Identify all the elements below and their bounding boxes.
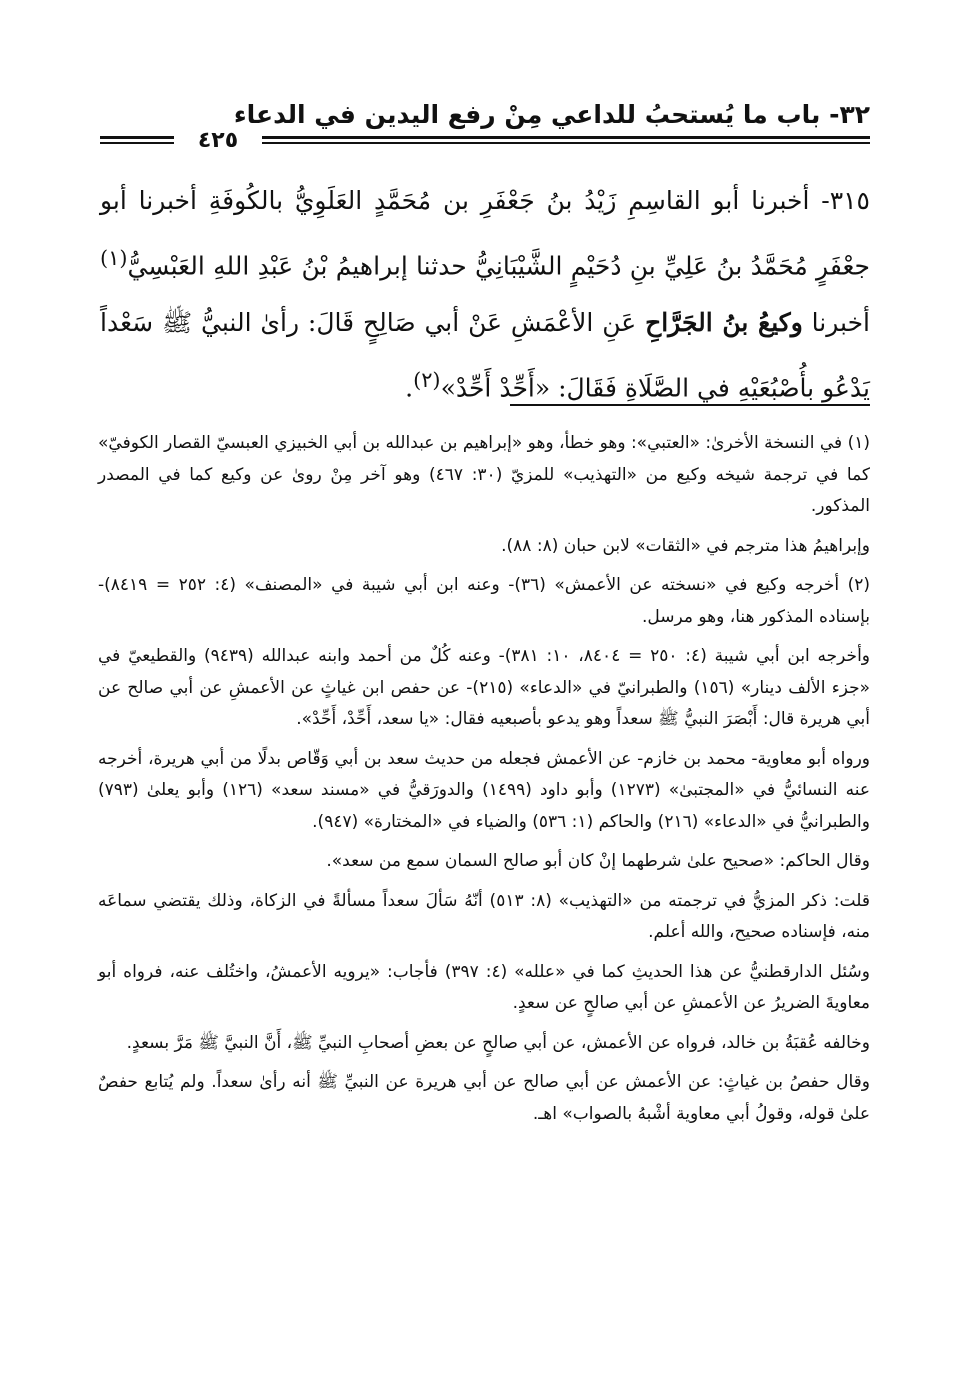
- footnote-paragraph: (٢) أخرجه وكيع في «نسخته عن الأعمش» (٣٦)- وعنه ابن أبي شيبة في «المصنف» (٤: ٢٥٢ = ٨٤١٩)- بإسناده المذكور هنا، وهو مرسل.: [98, 575, 871, 627]
- header-rule: [100, 142, 174, 144]
- footnote-paragraph: ورواه أبو معاوية- محمد بن خازم- عن الأعمش فجعله من حديث سعد بن أبي وَقّاص بدلًا من أبي هريرة، أخرجه عنه النسائيُّ في «المجتبىٰ» (١٢٧٣) وأبو داود (١٤٩٩) والدورَقيُّ في «مسند سعد» (١٢٦) وأبو يعلىٰ (٧٩٣) والطبرانيُّ في «الدعاء» (٢١٦) والحاكم (١: ٥٣٦) والضياء في «المختارة» (٩٤٧).: [98, 748, 871, 832]
- footnote-paragraph: وقال حفصُ بن غياثٍ: عن الأعمش عن أبي صالح عن أبي هريرة عن النبيِّ ﷺ أنه رأىٰ سعداً. ولم يُتابع حفصٌ علىٰ قوله، وقولُ أبي معاوية أشْبهُ بالصواب» اهـ.: [98, 1072, 870, 1124]
- header-rule: [100, 136, 174, 139]
- footnote-separator: [510, 404, 870, 406]
- footnotes: [98, 428, 870, 1138]
- running-header: [100, 92, 870, 162]
- footnote-ref: (٢): [413, 367, 441, 392]
- footnote-paragraph: وخالفه عُقبَةُ بن خالد، فرواه عن الأعمش، عن أبي صالحٍ عن بعضِ أصحابِ النبيِّ ﷺ، أَنَّ النبيَّ ﷺ مَرَّ بسعدٍ.: [126, 1032, 870, 1053]
- footnote-paragraph: قلت: ذكر المزيُّ في ترجمته من «التهذيب» (٨: ٥١٣) أنّهُ سَألَ سعداً مسألةً في الزكاة، وذلك يقتضي سماعَه منه، فإسناده صحيح، والله أعلم.: [98, 890, 870, 942]
- hadith-text-part: أخبرنا: [802, 308, 870, 338]
- footnote-paragraph: وسُئل الدارقطنيُّ عن هذا الحديثِ كما في «علله» (٤: ٣٩٧) فأجاب: «يرويه الأعمشُ، واختُلف عنه، فرواه أبو معاويةَ الضريرُ عن الأعمشِ عن أبي صالحٍ عن سعدٍ.: [98, 961, 870, 1013]
- footnote-ref: (١): [100, 245, 128, 270]
- chapter-title: ٣٢- باب ما يُستحبُ للداعي مِنْ رفع اليدين في الدعاء: [233, 100, 870, 129]
- hadith-text-part: ٣١٥- أخبرنا أبو القاسِمِ زَيْدُ بنُ جَعْفَرِ بن مُحَمَّدٍ العَلَوِيُّ بالكُوفَةِ أخبرنا أبو جعْفَرٍ مُحَمَّدُ بنُ عَلِيِّ بنِ دُحَيْمٍ الشَّيْبَانِيُّ حدثنا إبراهيمُ بْنُ عَبْدِ اللهِ العَبْسِيُّ: [100, 186, 870, 280]
- hadith-text-part: عَنِ الأعْمَشِ عَنْ أبي صَالِحٍ قَالَ: رأىٰ النبيُّ ﷺ سَعْداً يَدْعُو بأُصْبُعَيْهِ في الصَّلَاةِ فَقَالَ: «أَحِّدْ أَحِّدْ»: [100, 308, 870, 403]
- narrator-name: وكيعُ بنُ الجَرَّاحِ: [645, 308, 803, 338]
- hadith-text-end: .: [405, 373, 414, 403]
- hadith-text: [100, 172, 870, 417]
- footnote-paragraph: وأخرجه ابن أبي شيبة (٤: ٢٥٠ = ٨٤٠٤، ١٠: ٣٨١)- وعنه كُلٌ من أحمد وابنه عبدالله (٩٤٣٩) والقطيعيّ في «جزء الألف دينار» (١٥٦) والطبرانيّ في «الدعاء» (٢١٥)- عن حفص ابن غياثٍ عن الأعمشِ عن أبي صالح عن أبي هريرة قال: أَبْصَرَ النبيُّ ﷺ سعداً وهو يدعو بأصبعيه فقال: «يا سعد، أَحِّدْ، أَحِّدْ».: [98, 646, 871, 729]
- page-number: ٤٢٥: [197, 128, 239, 153]
- header-rule: [262, 142, 870, 144]
- footnote-paragraph: (١) في النسخة الأخرىٰ: «العتبي»: وهو خطأ، وهو «إبراهيم بن عبدالله بن أبي الخبيزي العبسيّ القصار الكوفيّ» كما في ترجمة شيخه وكيع من «التهذيب» للمزيّ (٣٠: ٤٦٧) وهو آخر مِنْ روىٰ عن وكيع كما في المصدر المذكور.: [98, 433, 870, 516]
- footnote-paragraph: وإبراهيمُ هذا مترجم في «الثقات» لابن حبان (٨: ٨٨).: [501, 535, 870, 556]
- footnote-paragraph: وقال الحاكم: «صحيح علىٰ شرطهما إنْ كان أبو صالح السمان سمع من سعد».: [326, 851, 870, 871]
- header-rule: [262, 136, 870, 139]
